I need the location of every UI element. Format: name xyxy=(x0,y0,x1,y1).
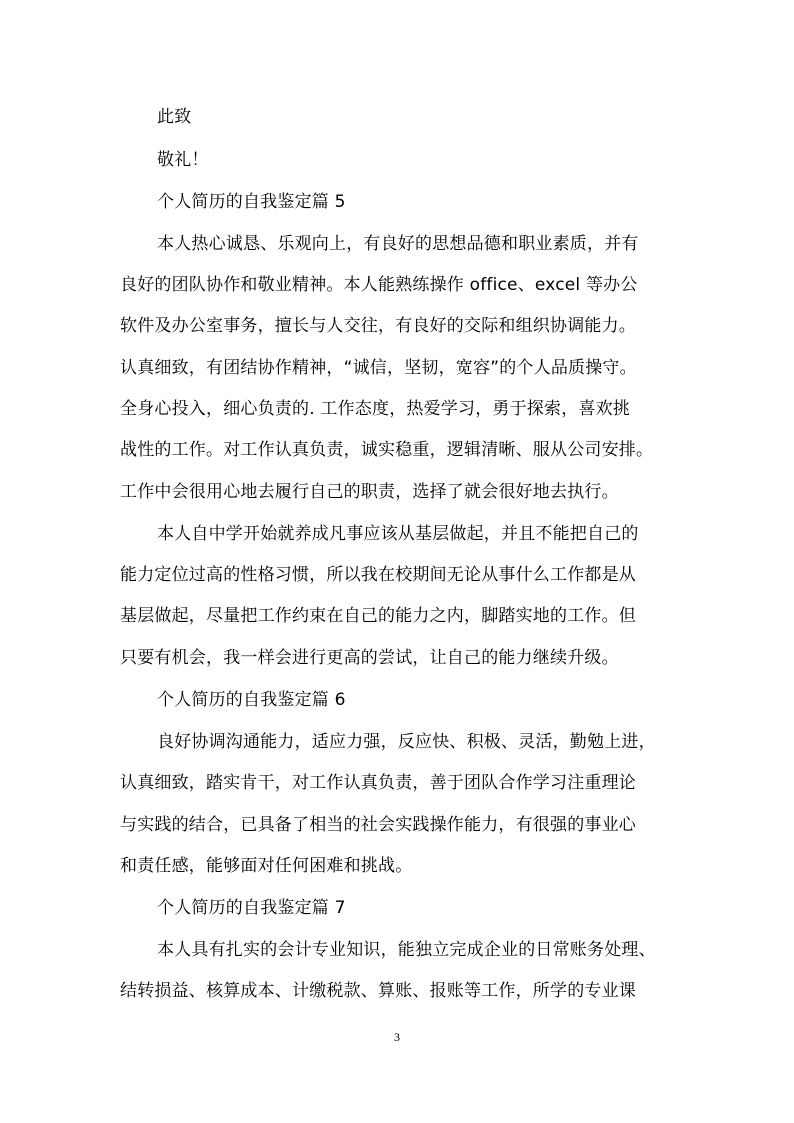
closing-line-2: 敬礼！ xyxy=(157,150,209,170)
paragraph-line: 能力定位过高的性格习惯，所以我在校期间无论从事什么工作都是从 xyxy=(120,565,636,585)
paragraph-line: 本人具有扎实的会计专业知识，能独立完成企业的日常账务处理、 xyxy=(157,940,656,960)
section-heading: 个人简历的自我鉴定篇 5 xyxy=(157,192,346,212)
paragraph-line: 和责任感，能够面对任何困难和挑战。 xyxy=(120,856,413,876)
paragraph-line: 结转损益、核算成本、计缴税款、算账、报账等工作，所学的专业课 xyxy=(120,981,636,1001)
paragraph-line: 战性的工作。对工作认真负责，诚实稳重，逻辑清晰、服从公司安排。 xyxy=(120,440,654,460)
section-heading: 个人简历的自我鉴定篇 7 xyxy=(157,898,346,918)
paragraph-line: 基层做起，尽量把工作约束在自己的能力之内，脚踏实地的工作。但 xyxy=(120,606,636,626)
page-number: 3 xyxy=(394,1030,400,1044)
paragraph-line: 良好协调沟通能力，适应力强，反应快、积极、灵活，勤勉上进， xyxy=(157,732,656,752)
paragraph-line: 认真细致，踏实肯干，对工作认真负责，善于团队合作学习注重理论 xyxy=(120,773,636,793)
section-heading: 个人简历的自我鉴定篇 6 xyxy=(157,690,346,710)
paragraph-line: 本人自中学开始就养成凡事应该从基层做起，并且不能把自己的 xyxy=(157,524,639,544)
closing-line-1: 此致 xyxy=(157,107,192,127)
paragraph-line: 软件及办公室事务，擅长与人交往，有良好的交际和组织协调能力。 xyxy=(120,316,636,336)
paragraph-line: 只要有机会，我一样会进行更高的尝试，让自己的能力继续升级。 xyxy=(120,648,619,668)
paragraph-line: 认真细致，有团结协作精神，“诚信，坚韧，宽容”的个人品质操守。 xyxy=(120,358,637,378)
paragraph-line: 全身心投入，细心负责的. 工作态度，热爱学习，勇于探索，喜欢挑 xyxy=(120,399,631,419)
paragraph-line: 工作中会很用心地去履行自己的职责，选择了就会很好地去执行。 xyxy=(120,482,619,502)
paragraph-line: 良好的团队协作和敬业精神。本人能熟练操作 office、excel 等办公 xyxy=(120,275,638,295)
paragraph-line: 与实践的结合，已具备了相当的社会实践操作能力，有很强的事业心 xyxy=(120,815,636,835)
paragraph-line: 本人热心诚恳、乐观向上，有良好的思想品德和职业素质，并有 xyxy=(157,234,639,254)
